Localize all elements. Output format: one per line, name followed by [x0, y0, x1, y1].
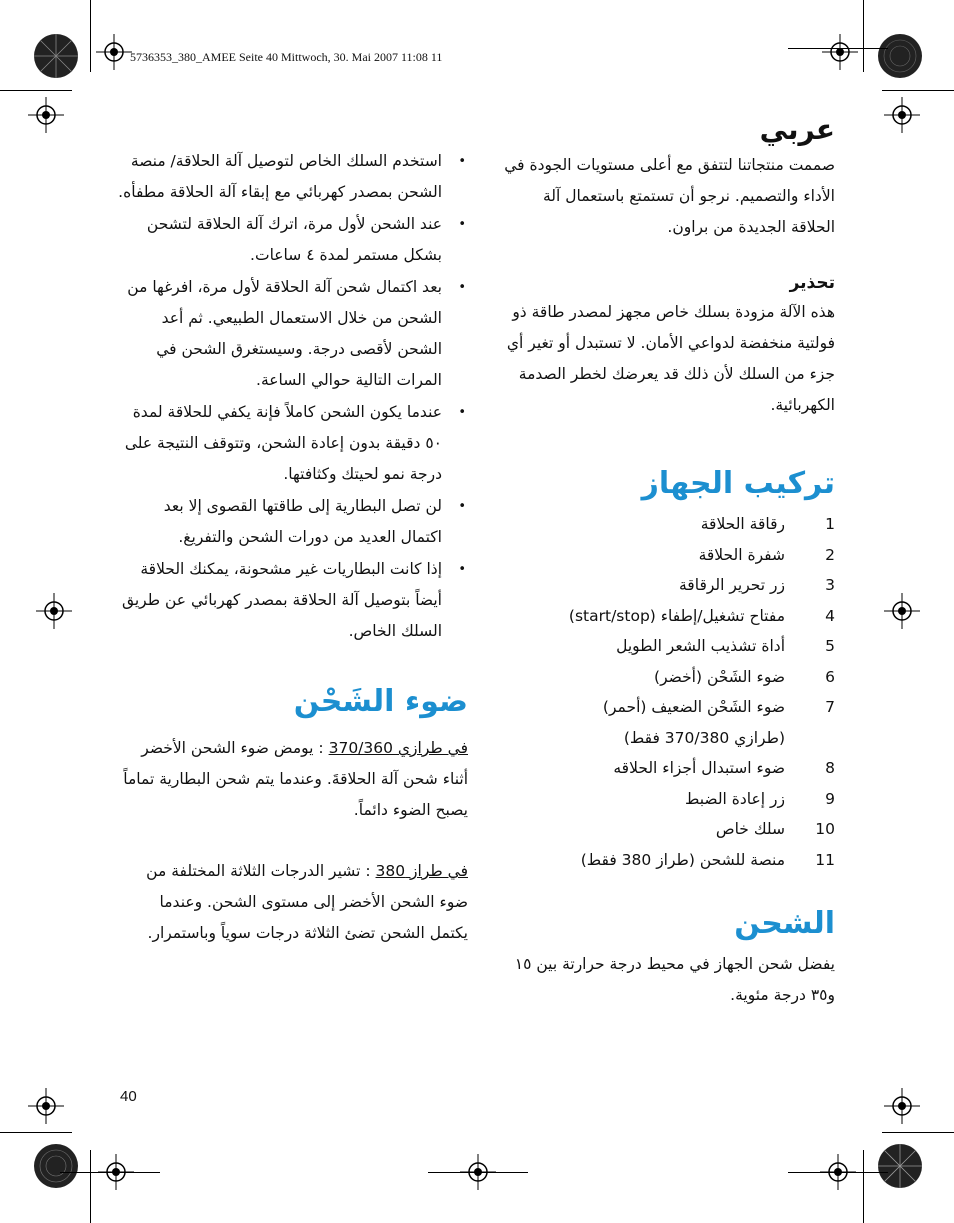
crosshair-icon: [884, 97, 920, 133]
part-label: مفتاح تشغيل/إطفاء (start/stop): [568, 606, 785, 625]
part-number: 7: [825, 698, 835, 716]
part-label: [495, 692, 803, 753]
part-label: أداة تشذيب الشعر الطويل: [616, 637, 785, 655]
list-item: [495, 540, 835, 571]
list-item: • عندما يكون الشحن كاملاً فإنة يكفي للحلاقة لمدة ٥٠ دقيقة بدون إعادة الشحن، وتتوقف النتيجة على درجة نمو لحيتك وكثافتها.: [118, 397, 468, 490]
trim-line: [863, 1150, 864, 1223]
list-item: [495, 784, 835, 815]
crosshair-icon: [28, 1088, 64, 1124]
list-item: • استخدم السلك الخاص لتوصيل آلة الحلاقة/ منصة الشحن بمصدر كهربائي مع إبقاء آلة الحلاقة مطفأه.: [118, 146, 468, 208]
print-header: 5736353_380_AMEE Seite 40 Mittwoch, 30. Mai 2007 11:08 11: [130, 50, 443, 64]
part-number: 9: [825, 789, 835, 808]
list-item: [495, 601, 835, 632]
assembly-heading: تركيب الجهاز: [641, 466, 835, 501]
trim-line: [882, 1132, 954, 1133]
charge-light-paragraph-1: [118, 733, 468, 826]
model-label: في طراز 380: [375, 862, 468, 880]
part-label: زر إعادة الضبط: [685, 789, 785, 808]
trim-line: [428, 1172, 528, 1173]
rosette-icon: [876, 1142, 924, 1190]
charging-heading: الشحن: [734, 906, 835, 941]
rosette-icon: [876, 32, 924, 80]
page-number: 40: [120, 1088, 137, 1105]
intro-paragraph: صممت منتجاتنا لتتفق مع أعلى مستويات الجودة في الأداء والتصميم. نرجو أن تستمتع باستعمال آلة الحلاقة الجديدة من براون.: [504, 156, 835, 236]
trim-line: [0, 1132, 72, 1133]
trim-line: [863, 0, 864, 72]
parts-list: [495, 509, 835, 875]
crosshair-icon: [822, 34, 858, 70]
list-item: [495, 631, 835, 662]
charge-light-heading: ضوء الشَحْن: [293, 684, 468, 719]
part-number: 10: [815, 820, 835, 838]
left-column: [118, 146, 468, 949]
part-label-line: ضوء الشَحْن الضعيف (أحمر): [602, 698, 785, 716]
part-label: ضوء استبدال أجزاء الحلاقه: [613, 759, 785, 777]
part-number: 1: [825, 515, 835, 533]
model-label: في طرازي 370/360: [328, 739, 468, 757]
language-title: عربي: [759, 113, 835, 146]
crosshair-icon: [36, 593, 72, 629]
list-item: • عند الشحن لأول مرة، اترك آلة الحلاقة لتشحن بشكل مستمر لمدة ٤ ساعات.: [118, 209, 468, 271]
trim-line: [0, 90, 72, 91]
trim-line: [90, 0, 91, 72]
list-item: [495, 662, 835, 693]
trim-line: [788, 1172, 888, 1173]
part-label-continuation: (طرازي 370/380 فقط): [623, 728, 785, 747]
charging-paragraph: يفضل شحن الجهاز في محيط درجة حرارتة بين ١٥ و٣٥ درجة مئوية.: [514, 955, 835, 1004]
crosshair-icon: [884, 593, 920, 629]
trim-line: [788, 48, 888, 49]
part-number: 11: [815, 850, 835, 869]
list-item: • بعد اكتمال شحن آلة الحلاقة لأول مرة، افرغها من الشحن من خلال الاستعمال الطبيعي. ثم أعد الشحن لأقصى درجة. وسيستغرق الشحن في المرات التالية حوالي الساعة.: [118, 272, 468, 396]
crosshair-icon: [96, 34, 132, 70]
warning-heading: تحذير: [789, 273, 835, 293]
part-number: 4: [825, 606, 835, 625]
warning-paragraph: هذه الآلة مزودة بسلك خاص مجهز لمصدر طاقة ذو فولتية منخفضة لدواعي الأمان. لا تستبدل أو تغير أي جزء من السلك لأن ذلك قد يعرضك لخطر الصدمة الكهربائية.: [506, 303, 835, 414]
trim-line: [882, 90, 954, 91]
part-number: 2: [825, 545, 835, 564]
trim-line: [90, 1150, 91, 1223]
part-number: 3: [825, 576, 835, 594]
list-item: [495, 509, 835, 540]
part-number: 5: [825, 637, 835, 655]
list-item: [495, 814, 835, 845]
part-label: سلك خاص: [715, 820, 785, 838]
rosette-icon: [32, 1142, 80, 1190]
part-label: ضوء الشَحْن (أخضر): [654, 667, 785, 686]
crosshair-icon: [884, 1088, 920, 1124]
rosette-icon: [32, 32, 80, 80]
part-label: رقاقة الحلاقة: [700, 515, 785, 533]
part-number: 8: [825, 759, 835, 777]
list-item: • إذا كانت البطاريات غير مشحونة، يمكنك الحلاقة أيضاً بتوصيل آلة الحلاقة بمصدر كهربائي عن طريق السلك الخاص.: [118, 554, 468, 647]
list-item: [495, 570, 835, 601]
part-number: 6: [825, 667, 835, 686]
right-column: [495, 112, 835, 1011]
paragraph-text: : يومض ضوء الشحن الأخضر أثناء شحن آلة الحلاقةَ. وعندما يتم شحن البطارية تماماً يصبح الضوء دائماً.: [123, 739, 468, 819]
list-item: • لن تصل البطارية إلى طاقتها القصوى إلا بعد اكتمال العديد من دورات الشحن والتفريغ.: [118, 491, 468, 553]
part-label: زر تحرير الرقاقة: [679, 576, 785, 594]
crosshair-icon: [28, 97, 64, 133]
list-item: [495, 753, 835, 784]
charge-light-paragraph-2: [118, 856, 468, 949]
trim-line: [60, 1172, 160, 1173]
charging-steps-list: [118, 146, 468, 647]
list-item: [495, 692, 835, 753]
paragraph-text: : تشير الدرجات الثلاثة المختلفة من ضوء الشحن الأخضر إلى مستوى الشحن. وعندما يكتمل الشحن تضئ الثلاثة درجات سوياً وباستمرار.: [146, 862, 468, 942]
part-label: منصة للشحن (طراز 380 فقط): [580, 850, 785, 869]
part-label: شفرة الحلاقة: [698, 545, 785, 564]
list-item: [495, 845, 835, 876]
